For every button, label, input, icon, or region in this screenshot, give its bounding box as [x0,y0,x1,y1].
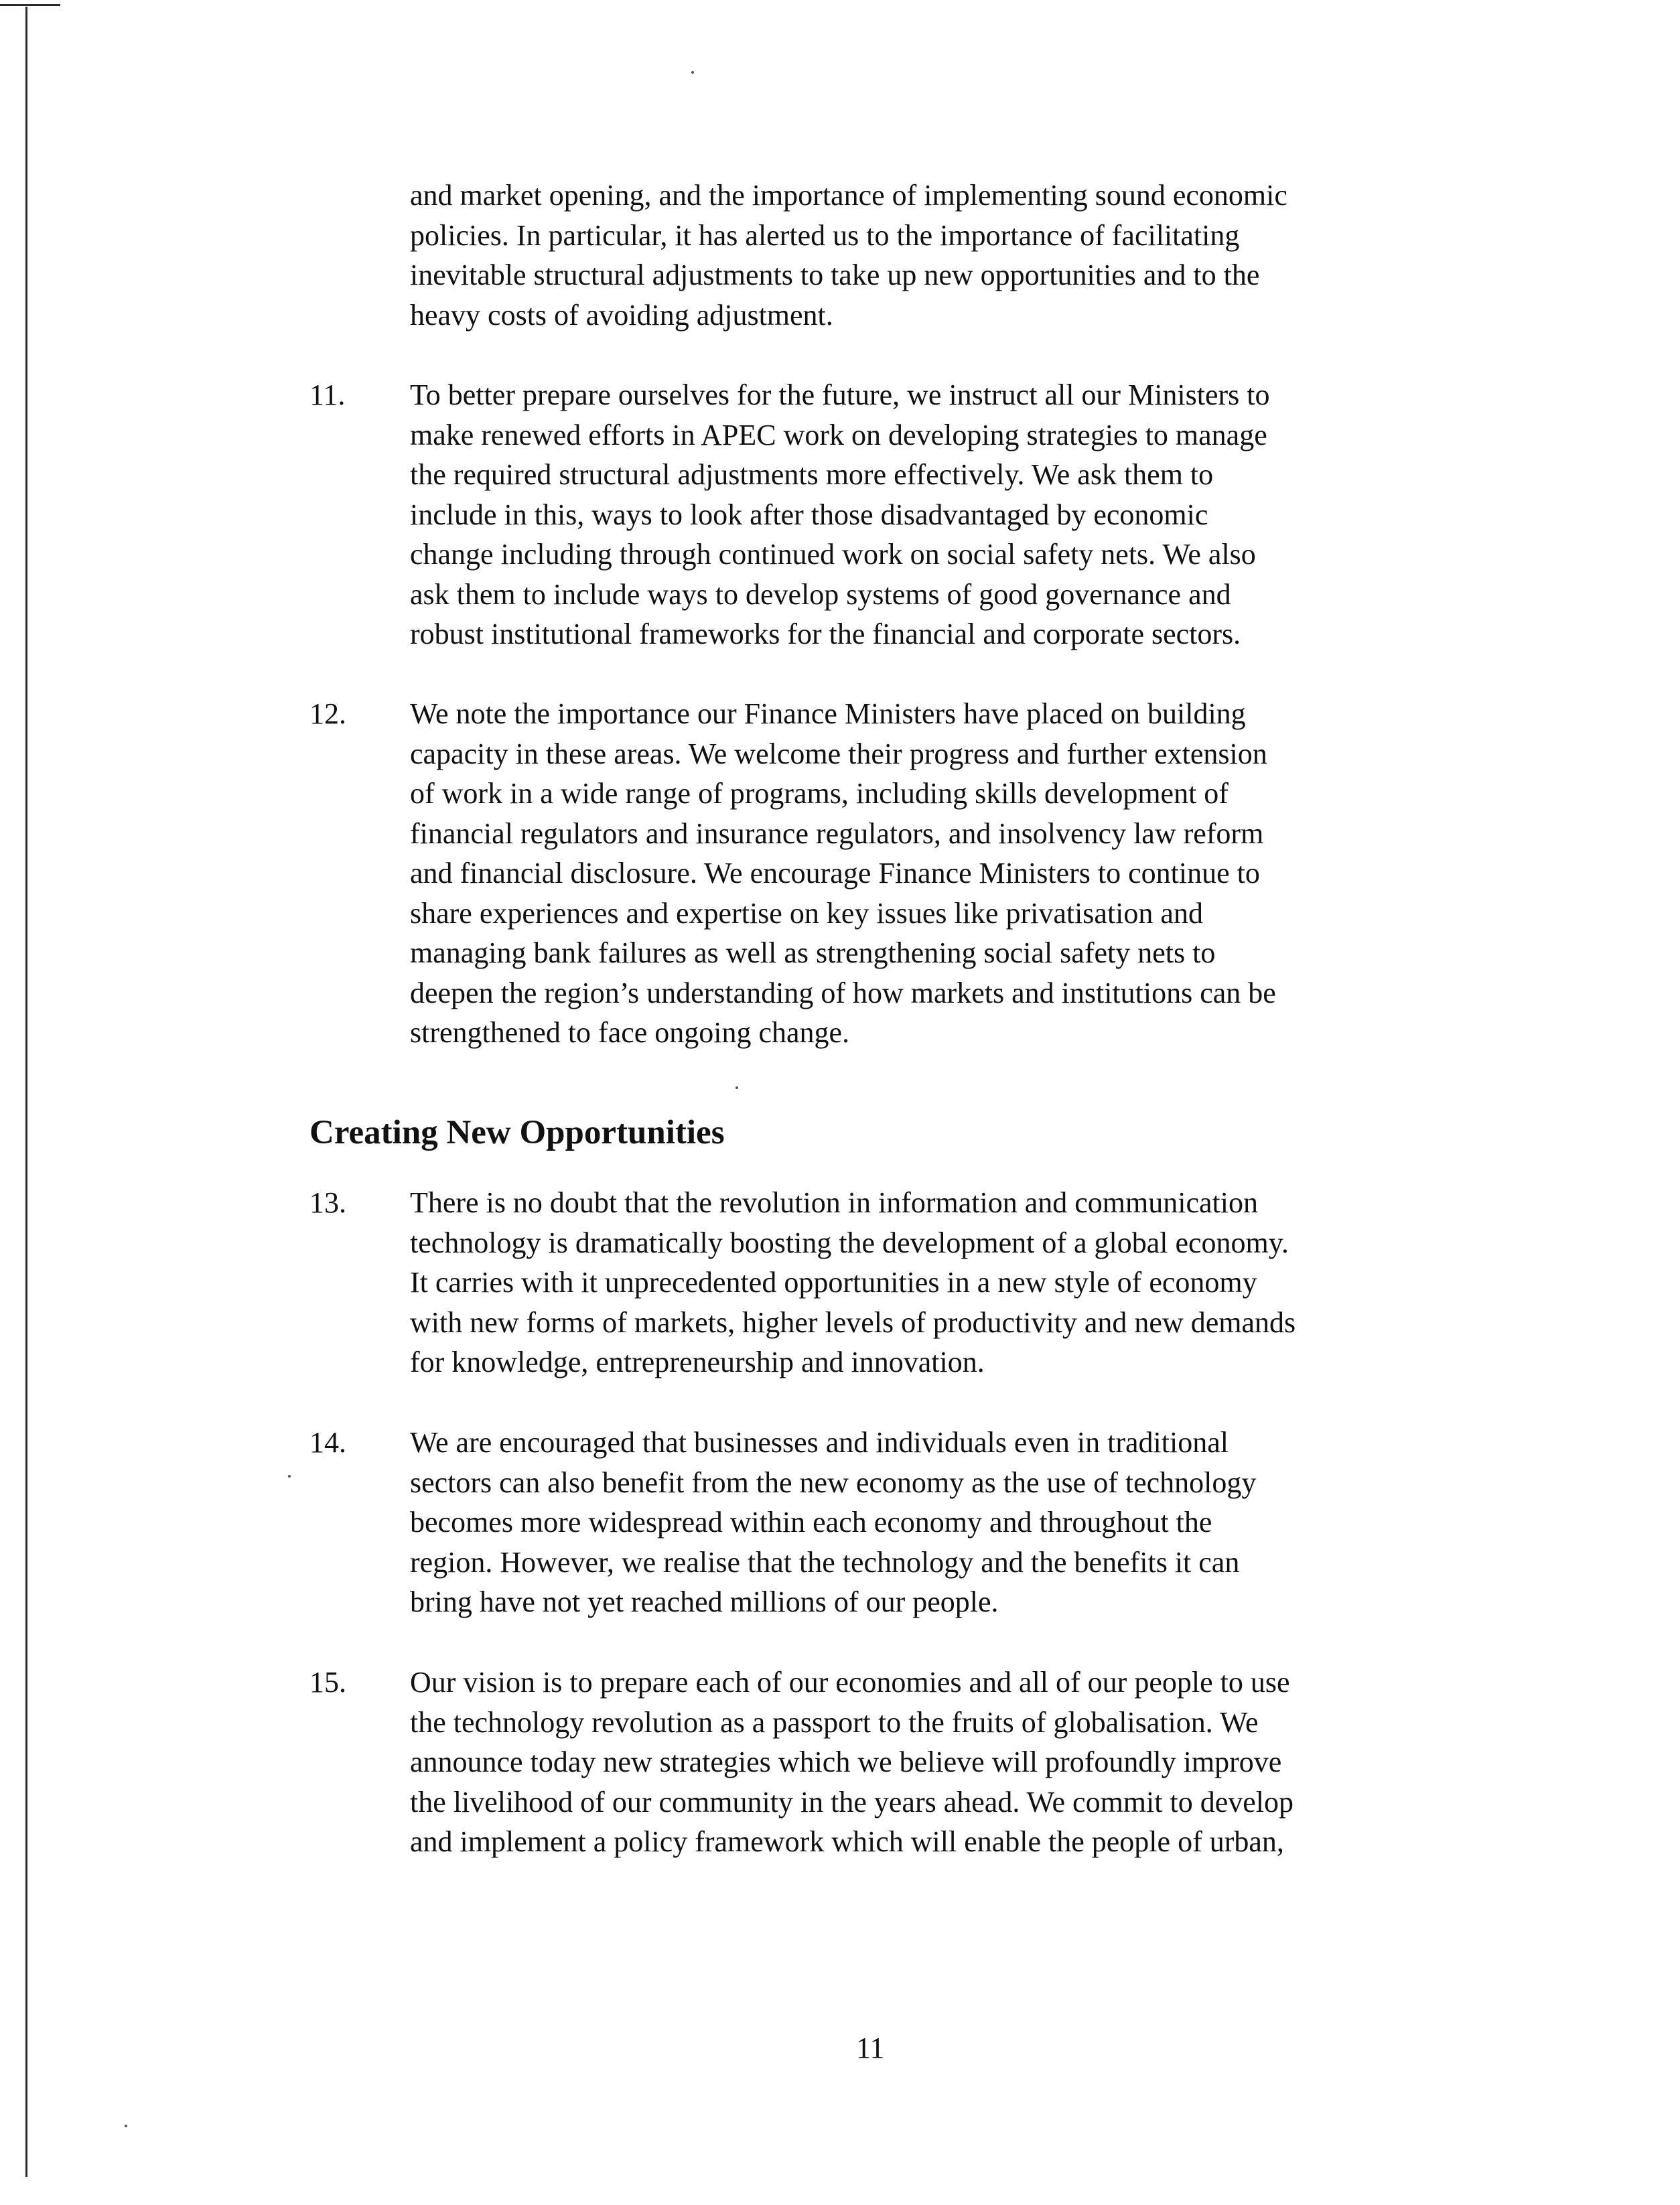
text-line: for knowledge, entrepreneurship and innovation. [410,1346,985,1378]
text-line: There is no doubt that the revolution in information and communication [410,1186,1258,1219]
text-line: We note the importance our Finance Ministers have placed on building [410,697,1246,730]
text-line: becomes more widespread within each economy and throughout the [410,1506,1212,1539]
text-line: robust institutional frameworks for the financial and corporate sectors. [410,618,1241,650]
paragraph-15 [410,1662,1428,1862]
text-line: managing bank failures as well as strengthening social safety nets to [410,936,1216,969]
page-number: 11 [856,2032,885,2064]
text-line: ask them to include ways to develop systems of good governance and [410,577,1231,611]
text-line: share experiences and expertise on key issues like privatisation and [410,896,1203,930]
text-line: and implement a policy framework which will enable the people of urban, [410,1825,1284,1858]
text-line: with new forms of markets, higher levels of productivity and new demands [410,1305,1296,1339]
text-line: heavy costs of avoiding adjustment. [410,298,833,332]
scan-speck [288,1475,291,1478]
text-line: bring have not yet reached millions of our people. [410,1585,999,1618]
text-line: sectors can also benefit from the new economy as the use of technology [410,1466,1257,1499]
text-line: To better prepare ourselves for the future, we instruct all our Ministers to [410,378,1270,411]
text-line: change including through continued work on social safety nets. We also [410,538,1256,571]
text-line: the required structural adjustments more effectively. We ask them to [410,458,1214,491]
section-heading: Creating New Opportunities [309,1114,725,1151]
continuation-paragraph [410,175,1428,335]
text-line: the livelihood of our community in the years ahead. We commit to develop [410,1785,1293,1819]
scan-speck [736,1086,738,1089]
text-line: the technology revolution as a passport to the fruits of globalisation. We [410,1705,1259,1739]
paragraph-14 [410,1423,1428,1622]
paragraph-number: 14. [309,1426,346,1459]
text-line: and financial disclosure. We encourage Finance Ministers to continue to [410,857,1260,890]
scan-edge-line [25,7,27,2177]
paragraph-number: 11. [309,378,346,411]
scan-edge-mark [0,4,60,6]
scan-speck [125,2125,127,2127]
scan-speck [691,71,694,74]
text-line: of work in a wide range of programs, including skills development of [410,777,1229,810]
paragraph-number: 15. [309,1666,346,1699]
text-line: Our vision is to prepare each of our economies and all of our people to use [410,1666,1290,1699]
text-line: policies. In particular, it has alerted us to the importance of facilitating [410,218,1240,252]
text-line: technology is dramatically boosting the development of a global economy. [410,1226,1289,1259]
paragraph-number: 12. [309,697,346,730]
text-line: inevitable structural adjustments to take up new opportunities and to the [410,259,1260,291]
paragraph-13 [410,1183,1428,1382]
text-line: include in this, ways to look after those disadvantaged by economic [410,498,1208,531]
text-line: financial regulators and insurance regulators, and insolvency law reform [410,816,1264,850]
text-line: capacity in these areas. We welcome their progress and further extension [410,737,1267,770]
text-line: It carries with it unprecedented opportunities in a new style of economy [410,1266,1257,1299]
text-line: region. However, we realise that the technology and the benefits it can [410,1545,1240,1579]
text-line: We are encouraged that businesses and individuals even in traditional [410,1426,1229,1459]
paragraph-12 [410,694,1428,1053]
paragraph-number: 13. [309,1186,346,1219]
text-line: strengthened to face ongoing change. [410,1016,850,1049]
paragraph-11 [410,375,1428,654]
text-line: make renewed efforts in APEC work on developing strategies to manage [410,418,1267,451]
text-line: deepen the region’s understanding of how markets and institutions can be [410,976,1276,1009]
text-line: announce today new strategies which we believe will profoundly improve [410,1746,1282,1778]
text-line: and market opening, and the importance of implementing sound economic [410,179,1287,212]
